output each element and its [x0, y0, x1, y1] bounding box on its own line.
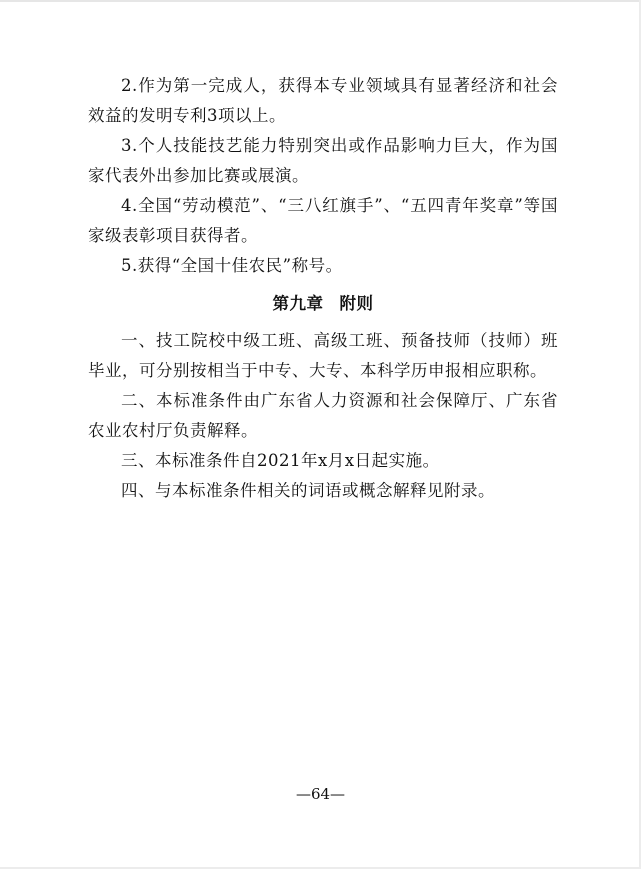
article-three: 三、本标准条件自2021年x月x日起实施。: [121, 451, 440, 470]
chapter-title: 附则: [339, 294, 374, 313]
paragraph-item-4: 4.全国“劳动模范”、“三八红旗手”、“五四青年奖章”等国家级表彰项目获得者。: [88, 196, 558, 245]
paragraph-item-2: 2.作为第一完成人，获得本专业领域具有显著经济和社会效益的发明专利3项以上。: [88, 76, 558, 125]
page-content: [88, 71, 558, 506]
chapter-number: 第九章: [272, 294, 324, 313]
paragraph-item-3: 3.个人技能技艺能力特别突出或作品影响力巨大，作为国家代表外出参加比赛或展演。: [88, 136, 558, 185]
article-one: 一、技工院校中级工班、高级工班、预备技师（技师）班毕业，可分别按相当于中专、大专、本科学历申报相应职称。: [88, 331, 558, 380]
article-four: 四、与本标准条件相关的词语或概念解释见附录。: [121, 481, 495, 500]
page-border-top: [0, 0, 641, 2]
chapter-heading: [88, 289, 558, 319]
page-number: —64—: [295, 785, 346, 803]
paragraph-item-5: 5.获得“全国十佳农民”称号。: [121, 256, 343, 275]
article-two: 二、本标准条件由广东省人力资源和社会保障厅、广东省农业农村厅负责解释。: [88, 391, 558, 440]
